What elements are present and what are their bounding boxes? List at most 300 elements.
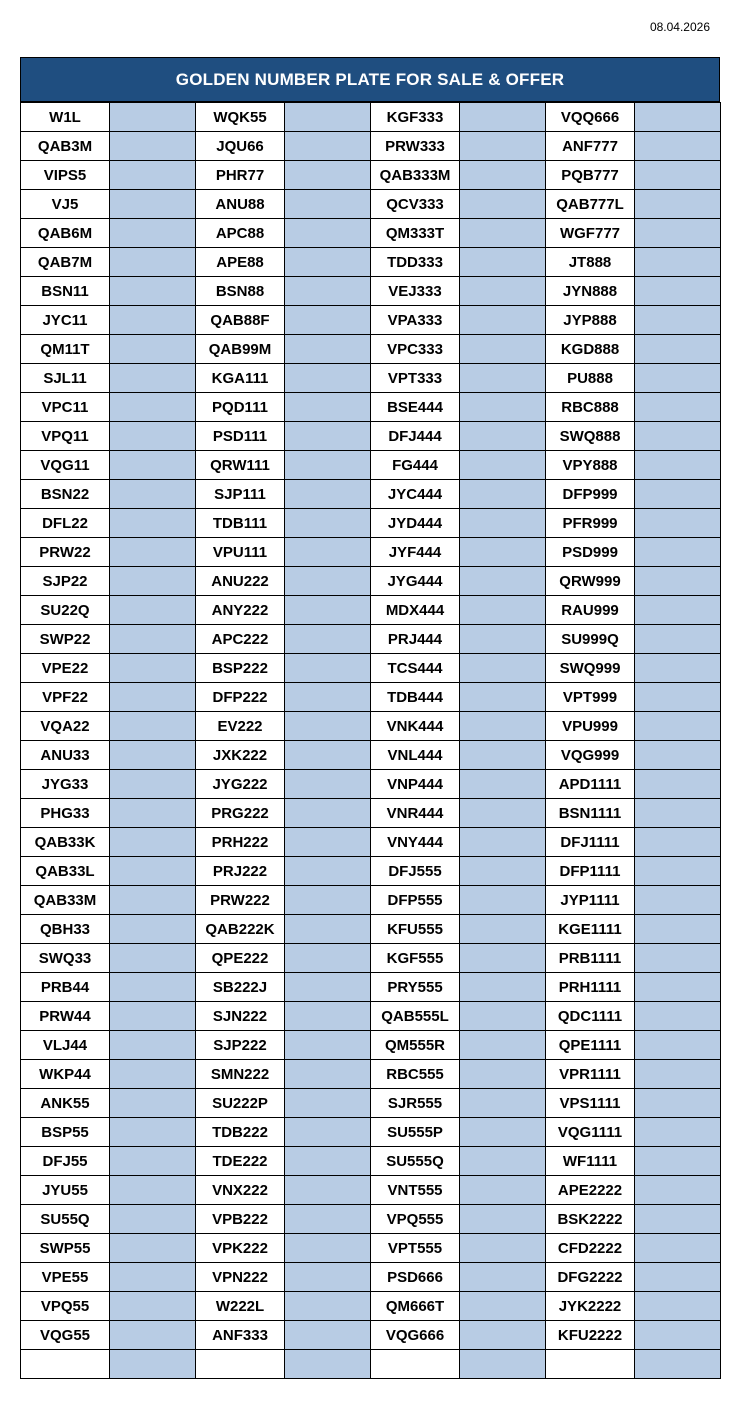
plate-number-cell: VPQ555 <box>371 1205 460 1234</box>
offer-cell <box>635 1118 721 1147</box>
plate-number-cell: SWQ33 <box>21 944 110 973</box>
offer-cell <box>285 1089 371 1118</box>
plate-number-cell: QM555R <box>371 1031 460 1060</box>
offer-cell <box>460 886 546 915</box>
offer-cell <box>110 451 196 480</box>
offer-cell <box>635 1234 721 1263</box>
offer-cell <box>110 1002 196 1031</box>
offer-cell <box>460 625 546 654</box>
offer-cell <box>110 799 196 828</box>
plate-number-cell: VLJ44 <box>21 1031 110 1060</box>
offer-cell <box>285 683 371 712</box>
offer-cell <box>110 161 196 190</box>
table-row <box>21 1176 721 1205</box>
plate-number-cell: QAB99M <box>196 335 285 364</box>
plate-number-cell: SJN222 <box>196 1002 285 1031</box>
plate-number-cell: SJP111 <box>196 480 285 509</box>
offer-cell <box>285 161 371 190</box>
table-row <box>21 364 721 393</box>
offer-cell <box>285 799 371 828</box>
plate-number-cell: JYG33 <box>21 770 110 799</box>
table-row <box>21 683 721 712</box>
table-row <box>21 712 721 741</box>
offer-cell <box>460 161 546 190</box>
offer-cell <box>460 1060 546 1089</box>
offer-cell <box>460 683 546 712</box>
offer-cell <box>635 1292 721 1321</box>
offer-cell <box>285 509 371 538</box>
offer-cell <box>285 103 371 132</box>
plate-number-cell: SWQ888 <box>546 422 635 451</box>
plate-number-cell: QRW111 <box>196 451 285 480</box>
offer-cell <box>285 1031 371 1060</box>
plate-number-cell: VPT555 <box>371 1234 460 1263</box>
offer-cell <box>460 480 546 509</box>
plate-number-cell: APD1111 <box>546 770 635 799</box>
offer-cell <box>460 654 546 683</box>
plate-number-cell: QDC1111 <box>546 1002 635 1031</box>
plate-number-cell: BSN88 <box>196 277 285 306</box>
plate-number-cell: SU55Q <box>21 1205 110 1234</box>
plate-number-cell: FG444 <box>371 451 460 480</box>
offer-cell <box>285 828 371 857</box>
plate-number-cell: DFG2222 <box>546 1263 635 1292</box>
offer-cell <box>635 1176 721 1205</box>
table-row <box>21 596 721 625</box>
plate-number-cell: PQB777 <box>546 161 635 190</box>
plate-number-cell: VPA333 <box>371 306 460 335</box>
offer-cell <box>460 915 546 944</box>
plate-number-cell: WGF777 <box>546 219 635 248</box>
offer-cell <box>460 1147 546 1176</box>
plate-number-cell: PSD666 <box>371 1263 460 1292</box>
table-row <box>21 799 721 828</box>
plate-number-cell: VEJ333 <box>371 277 460 306</box>
plate-number-cell: DFL22 <box>21 509 110 538</box>
offer-cell <box>460 741 546 770</box>
plate-number-cell: DFP999 <box>546 480 635 509</box>
plate-number-cell: PHG33 <box>21 799 110 828</box>
offer-cell <box>460 422 546 451</box>
plate-number-cell: KFU2222 <box>546 1321 635 1350</box>
table-row <box>21 1147 721 1176</box>
plate-number-cell: CFD2222 <box>546 1234 635 1263</box>
offer-cell <box>460 712 546 741</box>
offer-cell <box>635 1060 721 1089</box>
offer-cell <box>285 364 371 393</box>
plate-number-cell: QAB222K <box>196 915 285 944</box>
plate-number-cell: QCV333 <box>371 190 460 219</box>
offer-cell <box>635 335 721 364</box>
plate-number-cell: VPN222 <box>196 1263 285 1292</box>
plate-number-cell <box>546 1350 635 1379</box>
offer-cell <box>285 277 371 306</box>
offer-cell <box>110 1060 196 1089</box>
table-row <box>21 393 721 422</box>
offer-cell <box>285 1118 371 1147</box>
offer-cell <box>635 799 721 828</box>
offer-cell <box>110 915 196 944</box>
plate-number-cell: PRW333 <box>371 132 460 161</box>
offer-cell <box>285 335 371 364</box>
plate-sheet <box>20 57 720 1379</box>
offer-cell <box>460 1089 546 1118</box>
plate-number-cell: DFJ1111 <box>546 828 635 857</box>
plate-number-cell: QPE222 <box>196 944 285 973</box>
plate-number-cell: VNK444 <box>371 712 460 741</box>
plate-number-cell: SMN222 <box>196 1060 285 1089</box>
offer-cell <box>285 1350 371 1379</box>
plate-number-cell: JYP888 <box>546 306 635 335</box>
offer-cell <box>635 625 721 654</box>
offer-cell <box>460 393 546 422</box>
plate-number-cell: VPQ55 <box>21 1292 110 1321</box>
offer-cell <box>635 1031 721 1060</box>
offer-cell <box>285 422 371 451</box>
table-row <box>21 538 721 567</box>
plate-number-cell: PRJ222 <box>196 857 285 886</box>
offer-cell <box>635 654 721 683</box>
plate-number-cell: TDD333 <box>371 248 460 277</box>
plate-number-cell: DFJ555 <box>371 857 460 886</box>
plate-number-cell: VNX222 <box>196 1176 285 1205</box>
plate-number-cell: ANU33 <box>21 741 110 770</box>
offer-cell <box>110 770 196 799</box>
offer-cell <box>460 1350 546 1379</box>
offer-cell <box>110 1263 196 1292</box>
offer-cell <box>285 1292 371 1321</box>
table-row <box>21 1350 721 1379</box>
offer-cell <box>460 509 546 538</box>
offer-cell <box>460 248 546 277</box>
plate-number-cell <box>196 1350 285 1379</box>
offer-cell <box>110 509 196 538</box>
offer-cell <box>110 422 196 451</box>
table-row <box>21 828 721 857</box>
offer-cell <box>635 422 721 451</box>
plate-number-cell: VPS1111 <box>546 1089 635 1118</box>
plate-number-cell <box>371 1350 460 1379</box>
date-label: 08.04.2026 <box>649 20 710 34</box>
plate-number-cell: DFP555 <box>371 886 460 915</box>
table-row <box>21 1060 721 1089</box>
table-row <box>21 161 721 190</box>
plate-number-cell: PRW222 <box>196 886 285 915</box>
plate-number-cell: BSP55 <box>21 1118 110 1147</box>
offer-cell <box>110 567 196 596</box>
offer-cell <box>110 1350 196 1379</box>
offer-cell <box>110 538 196 567</box>
plate-number-cell: QM333T <box>371 219 460 248</box>
plate-number-cell: SWQ999 <box>546 654 635 683</box>
offer-cell <box>285 857 371 886</box>
offer-cell <box>110 596 196 625</box>
plate-number-cell: QRW999 <box>546 567 635 596</box>
plate-number-cell: APC222 <box>196 625 285 654</box>
offer-cell <box>110 857 196 886</box>
offer-cell <box>460 770 546 799</box>
plate-number-cell: QBH33 <box>21 915 110 944</box>
plate-number-cell: SJL11 <box>21 364 110 393</box>
offer-cell <box>635 1263 721 1292</box>
plate-number-cell: SU999Q <box>546 625 635 654</box>
offer-cell <box>285 625 371 654</box>
plate-number-cell: SB222J <box>196 973 285 1002</box>
offer-cell <box>110 277 196 306</box>
offer-cell <box>285 596 371 625</box>
offer-cell <box>110 480 196 509</box>
offer-cell <box>110 1147 196 1176</box>
offer-cell <box>635 886 721 915</box>
table-row <box>21 857 721 886</box>
plate-number-cell: VPT333 <box>371 364 460 393</box>
plate-number-cell: VNT555 <box>371 1176 460 1205</box>
offer-cell <box>460 857 546 886</box>
plate-number-cell: QAB6M <box>21 219 110 248</box>
plate-number-cell: BSN1111 <box>546 799 635 828</box>
offer-cell <box>635 277 721 306</box>
offer-cell <box>460 277 546 306</box>
offer-cell <box>460 973 546 1002</box>
plate-number-cell: SWP55 <box>21 1234 110 1263</box>
table-row <box>21 248 721 277</box>
offer-cell <box>110 1089 196 1118</box>
offer-cell <box>285 886 371 915</box>
table-row <box>21 1263 721 1292</box>
plate-number-cell: TCS444 <box>371 654 460 683</box>
offer-cell <box>460 132 546 161</box>
offer-cell <box>110 625 196 654</box>
table-row <box>21 422 721 451</box>
offer-cell <box>635 248 721 277</box>
offer-cell <box>460 538 546 567</box>
offer-cell <box>110 683 196 712</box>
table-row <box>21 103 721 132</box>
offer-cell <box>285 190 371 219</box>
offer-cell <box>460 1002 546 1031</box>
plate-number-cell: PRB44 <box>21 973 110 1002</box>
offer-cell <box>635 1321 721 1350</box>
plate-number-cell: JYD444 <box>371 509 460 538</box>
offer-cell <box>635 1002 721 1031</box>
plate-number-cell: VPQ11 <box>21 422 110 451</box>
offer-cell <box>635 596 721 625</box>
offer-cell <box>635 1147 721 1176</box>
offer-cell <box>635 306 721 335</box>
offer-cell <box>110 1292 196 1321</box>
plate-number-cell: QAB555L <box>371 1002 460 1031</box>
offer-cell <box>460 567 546 596</box>
table-row <box>21 1205 721 1234</box>
offer-cell <box>110 364 196 393</box>
plate-number-cell: PFR999 <box>546 509 635 538</box>
offer-cell <box>285 770 371 799</box>
plate-number-cell: RBC555 <box>371 1060 460 1089</box>
offer-cell <box>460 335 546 364</box>
plate-number-cell: ANY222 <box>196 596 285 625</box>
plate-number-cell: KGF555 <box>371 944 460 973</box>
offer-cell <box>110 1205 196 1234</box>
plate-number-cell: KGE1111 <box>546 915 635 944</box>
table-row <box>21 567 721 596</box>
offer-cell <box>635 770 721 799</box>
offer-cell <box>460 1031 546 1060</box>
table-row <box>21 1292 721 1321</box>
plate-number-cell: RBC888 <box>546 393 635 422</box>
plate-number-cell: JYP1111 <box>546 886 635 915</box>
plate-number-cell: VPU111 <box>196 538 285 567</box>
offer-cell <box>285 1263 371 1292</box>
plate-number-cell: EV222 <box>196 712 285 741</box>
offer-cell <box>460 1118 546 1147</box>
offer-cell <box>635 393 721 422</box>
offer-cell <box>110 103 196 132</box>
plate-number-cell: VPE55 <box>21 1263 110 1292</box>
sheet-title: GOLDEN NUMBER PLATE FOR SALE & OFFER <box>20 57 720 102</box>
plate-number-cell: TDB222 <box>196 1118 285 1147</box>
plate-number-cell: QPE1111 <box>546 1031 635 1060</box>
plate-number-cell: VPC333 <box>371 335 460 364</box>
offer-cell <box>110 393 196 422</box>
plate-number-cell: APE88 <box>196 248 285 277</box>
offer-cell <box>460 1292 546 1321</box>
table-row <box>21 915 721 944</box>
table-row <box>21 480 721 509</box>
offer-cell <box>635 451 721 480</box>
offer-cell <box>635 190 721 219</box>
table-row <box>21 509 721 538</box>
plate-number-cell: KFU555 <box>371 915 460 944</box>
plate-number-cell: SJP222 <box>196 1031 285 1060</box>
offer-cell <box>635 538 721 567</box>
offer-cell <box>635 567 721 596</box>
offer-cell <box>285 306 371 335</box>
plate-number-cell: WKP44 <box>21 1060 110 1089</box>
offer-cell <box>635 683 721 712</box>
offer-cell <box>110 712 196 741</box>
plate-number-cell: VPK222 <box>196 1234 285 1263</box>
offer-cell <box>285 1205 371 1234</box>
plate-number-cell: VNP444 <box>371 770 460 799</box>
plate-number-cell: VNY444 <box>371 828 460 857</box>
offer-cell <box>460 103 546 132</box>
plate-number-cell: VJ5 <box>21 190 110 219</box>
plate-number-cell: WF1111 <box>546 1147 635 1176</box>
plate-number-cell: JYK2222 <box>546 1292 635 1321</box>
plate-number-cell: W222L <box>196 1292 285 1321</box>
offer-cell <box>110 654 196 683</box>
table-row <box>21 451 721 480</box>
plate-number-cell: APC88 <box>196 219 285 248</box>
plate-number-cell: JYC444 <box>371 480 460 509</box>
plate-number-cell: JYG222 <box>196 770 285 799</box>
offer-cell <box>285 219 371 248</box>
offer-cell <box>460 799 546 828</box>
plate-number-cell: BSN22 <box>21 480 110 509</box>
plate-number-cell: VQG11 <box>21 451 110 480</box>
plate-number-cell: KGF333 <box>371 103 460 132</box>
plate-number-cell <box>21 1350 110 1379</box>
plate-number-cell: VPT999 <box>546 683 635 712</box>
plate-number-cell: JQU66 <box>196 132 285 161</box>
offer-cell <box>635 161 721 190</box>
offer-cell <box>460 364 546 393</box>
offer-cell <box>110 1118 196 1147</box>
plate-number-cell: SU222P <box>196 1089 285 1118</box>
plate-number-cell: BSE444 <box>371 393 460 422</box>
offer-cell <box>635 915 721 944</box>
offer-cell <box>285 712 371 741</box>
table-row <box>21 1118 721 1147</box>
plate-number-cell: PRY555 <box>371 973 460 1002</box>
offer-cell <box>635 944 721 973</box>
table-row <box>21 1321 721 1350</box>
offer-cell <box>110 741 196 770</box>
offer-cell <box>635 1350 721 1379</box>
plate-number-cell: VPE22 <box>21 654 110 683</box>
offer-cell <box>460 1263 546 1292</box>
offer-cell <box>285 1234 371 1263</box>
offer-cell <box>285 973 371 1002</box>
offer-cell <box>460 944 546 973</box>
plate-number-cell: BSP222 <box>196 654 285 683</box>
plate-number-cell: BSK2222 <box>546 1205 635 1234</box>
table-row <box>21 1002 721 1031</box>
offer-cell <box>110 335 196 364</box>
plate-number-cell: QM666T <box>371 1292 460 1321</box>
offer-cell <box>460 1321 546 1350</box>
table-row <box>21 1031 721 1060</box>
offer-cell <box>635 1089 721 1118</box>
plate-number-cell: QAB333M <box>371 161 460 190</box>
plate-number-cell: JT888 <box>546 248 635 277</box>
table-row <box>21 944 721 973</box>
offer-cell <box>635 364 721 393</box>
offer-cell <box>635 219 721 248</box>
plate-number-cell: VPF22 <box>21 683 110 712</box>
offer-cell <box>110 828 196 857</box>
plate-number-cell: VPB222 <box>196 1205 285 1234</box>
offer-cell <box>460 190 546 219</box>
plate-number-cell: QAB88F <box>196 306 285 335</box>
offer-cell <box>285 1321 371 1350</box>
offer-cell <box>460 596 546 625</box>
plate-number-cell: ANF333 <box>196 1321 285 1350</box>
table-row <box>21 190 721 219</box>
plate-number-cell: PRW44 <box>21 1002 110 1031</box>
offer-cell <box>110 973 196 1002</box>
plate-number-cell: VPY888 <box>546 451 635 480</box>
plate-number-cell: DFJ55 <box>21 1147 110 1176</box>
plate-number-cell: DFP222 <box>196 683 285 712</box>
plate-number-cell: VQG55 <box>21 1321 110 1350</box>
plate-number-cell: SJP22 <box>21 567 110 596</box>
offer-cell <box>285 1176 371 1205</box>
plate-number-cell: QAB777L <box>546 190 635 219</box>
table-row <box>21 132 721 161</box>
plate-number-cell: JYG444 <box>371 567 460 596</box>
offer-cell <box>635 828 721 857</box>
plate-number-cell: JYF444 <box>371 538 460 567</box>
offer-cell <box>110 1321 196 1350</box>
plate-number-cell: SU555Q <box>371 1147 460 1176</box>
offer-cell <box>460 1205 546 1234</box>
offer-cell <box>285 944 371 973</box>
table-row <box>21 886 721 915</box>
offer-cell <box>460 451 546 480</box>
plate-number-cell: DFP1111 <box>546 857 635 886</box>
offer-cell <box>285 393 371 422</box>
